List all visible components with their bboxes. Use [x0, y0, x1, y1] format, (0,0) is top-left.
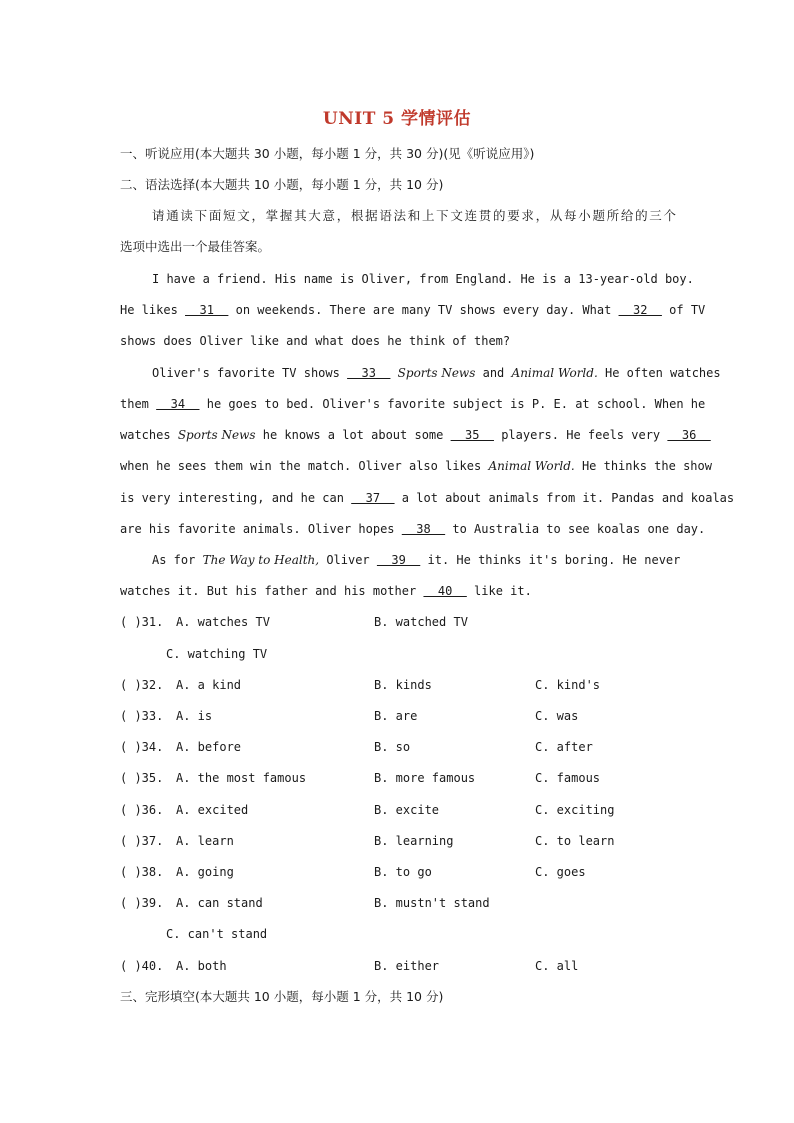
blank-37: 37 — [351, 491, 395, 505]
question-39-option-b: B. mustn't stand — [374, 896, 490, 910]
question-33-option-b: B. are — [374, 709, 418, 723]
blank-38: 38 — [401, 522, 446, 536]
question-35-option-c: C. famous — [535, 771, 601, 785]
question-37-option-b: B. learning — [374, 834, 454, 848]
question-38-option-c: C. goes — [535, 865, 586, 879]
question-40-option-a: A. both — [176, 959, 227, 973]
question-31-option-c: C. watching TV — [166, 647, 268, 661]
question-39-option-a: A. can stand — [176, 896, 263, 910]
question-33-option-c: C. was — [535, 709, 579, 723]
question-40-number: ( )40. — [120, 959, 164, 973]
passage-line-6: watches Sports News he knows a lot about some 35 players. He feels very 36 — [120, 428, 711, 442]
question-31-number: ( )31. — [120, 615, 164, 629]
question-40-option-c: C. all — [535, 959, 579, 973]
question-32-option-b: B. kinds — [374, 678, 432, 692]
question-33-number: ( )33. — [120, 709, 164, 723]
page-title: UNIT 5 学情评估 — [322, 109, 472, 129]
question-32-option-a: A. a kind — [176, 678, 242, 692]
passage-line-7: when he sees them win the match. Oliver also likes Animal World. He thinks the show — [120, 459, 712, 473]
section-3-heading: 三、完形填空(本大题共 10 小题，每小题 1 分，共 10 分) — [120, 989, 444, 1004]
blank-35: 35 — [450, 428, 494, 442]
passage-line-8: is very interesting, and he can 37 a lot about animals from it. Pandas and koalas — [120, 491, 735, 505]
instructions-line-2: 选项中选出一个最佳答案。 — [120, 239, 271, 254]
question-34-option-b: B. so — [374, 740, 411, 754]
question-33-option-a: A. is — [176, 709, 213, 723]
passage-line-3: shows does Oliver like and what does he think of them? — [120, 334, 511, 348]
question-32-option-c: C. kind's — [535, 678, 601, 692]
question-38-option-b: B. to go — [374, 865, 432, 879]
question-37-number: ( )37. — [120, 834, 164, 848]
passage-line-1: I have a friend. His name is Oliver, from England. He is a 13-year-old boy. — [152, 272, 694, 286]
question-39-number: ( )39. — [120, 896, 164, 910]
blank-40: 40 — [423, 584, 467, 598]
question-34-number: ( )34. — [120, 740, 164, 754]
passage-line-2: He likes 31 on weekends. There are many TV shows every day. What 32 of TV — [120, 303, 706, 317]
question-34-option-c: C. after — [535, 740, 593, 754]
question-38-number: ( )38. — [120, 865, 164, 879]
passage-line-9: are his favorite animals. Oliver hopes 38 to Australia to see koalas one day. — [120, 522, 706, 536]
blank-39: 39 — [376, 553, 421, 567]
question-32-number: ( )32. — [120, 678, 164, 692]
passage-line-10: As for The Way to Health, Oliver 39 it. He thinks it's boring. He never — [152, 553, 681, 567]
question-36-option-b: B. excite — [374, 803, 440, 817]
question-35-number: ( )35. — [120, 771, 164, 785]
blank-33: 33 — [347, 366, 391, 380]
blank-36: 36 — [667, 428, 711, 442]
question-34-option-a: A. before — [176, 740, 242, 754]
question-35-option-a: A. the most famous — [176, 771, 307, 785]
question-37-option-a: A. learn — [176, 834, 234, 848]
question-35-option-b: B. more famous — [374, 771, 476, 785]
question-37-option-c: C. to learn — [535, 834, 615, 848]
passage-line-11: watches it. But his father and his mother 40 like it. — [120, 584, 532, 598]
blank-31: 31 — [185, 303, 229, 317]
section-1-heading: 一、听说应用(本大题共 30 小题，每小题 1 分，共 30 分)(见《听说应用》) — [120, 146, 535, 161]
question-40-option-b: B. either — [374, 959, 440, 973]
question-36-option-c: C. exciting — [535, 803, 615, 817]
blank-32: 32 — [618, 303, 662, 317]
question-31-option-a: A. watches TV — [176, 615, 270, 629]
question-36-number: ( )36. — [120, 803, 164, 817]
question-36-option-a: A. excited — [176, 803, 249, 817]
blank-34: 34 — [156, 397, 200, 411]
question-38-option-a: A. going — [176, 865, 234, 879]
question-39-option-c: C. can't stand — [166, 927, 268, 941]
passage-line-4: Oliver's favorite TV shows 33 Sports News and Animal World. He often watches — [152, 366, 721, 380]
section-2-heading: 二、语法选择(本大题共 10 小题，每小题 1 分，共 10 分) — [120, 177, 444, 192]
passage-line-5: them 34 he goes to bed. Oliver's favorite subject is P. E. at school. When he — [120, 397, 706, 411]
question-31-option-b: B. watched TV — [374, 615, 468, 629]
instructions-line-1: 请通读下面短文，掌握其大意，根据语法和上下文连贯的要求，从每小题所给的三个 — [152, 208, 676, 223]
